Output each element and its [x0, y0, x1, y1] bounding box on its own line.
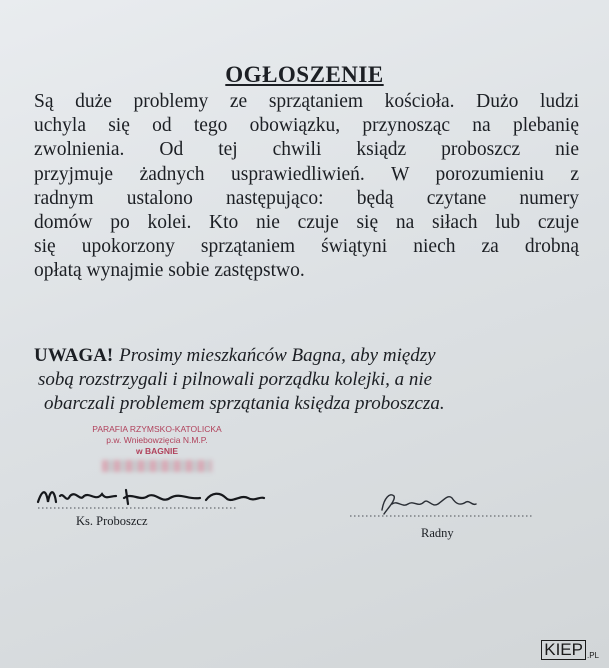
councillor-caption: Radny	[421, 526, 454, 540]
attention-note	[34, 344, 574, 416]
body-line: uchyla się od tego obowiązku, przynosząc na plebanię	[34, 115, 579, 137]
notice-title: OGŁOSZENIE	[225, 62, 384, 87]
councillor-signature	[348, 488, 538, 522]
body-line: opłatą wynajmie sobie zastępstwo.	[34, 260, 305, 282]
note-line	[34, 344, 574, 368]
note-label: UWAGA!	[34, 345, 114, 366]
body-line: Są duże problemy ze sprzątaniem kościoła. Dużo ludzi	[34, 91, 579, 112]
stamp-line: PARAFIA RZYMSKO-KATOLICKA	[92, 424, 222, 434]
stamp-line: p.w. Wniebowzięcia N.M.P.	[106, 435, 208, 445]
body-line: radnym ustalono następująco: będą czytane numery	[34, 187, 579, 209]
body-line: przyjmuje żadnych usprawiedliwień. W porozumieniu z	[34, 163, 579, 185]
watermark-logo: KIEP	[541, 640, 586, 660]
site-watermark	[541, 640, 599, 660]
note-line: sobą rozstrzygali i pilnowali porządku kolejki, a nie	[38, 369, 433, 390]
note-text: Prosimy mieszkańców Bagna, aby między	[119, 345, 436, 366]
parish-stamp	[82, 424, 232, 472]
priest-signature	[36, 482, 266, 512]
body-line: się upokorzony sprzątaniem świątyni niech za drobną	[34, 236, 579, 258]
watermark-suffix: .PL	[586, 651, 599, 660]
priest-caption: Ks. Proboszcz	[76, 514, 148, 528]
stamp-line: w BAGNIE	[135, 446, 179, 456]
body-line: domów po kolei. Kto nie czuje się na siłach lub czuje	[34, 212, 579, 234]
blurred-stamp-detail	[102, 460, 212, 472]
note-line: obarczali problemem sprzątania księdza proboszcza.	[44, 393, 445, 414]
notice-body	[34, 90, 579, 284]
body-line: zwolnienia. Od tej chwili ksiądz proboszcz nie	[34, 139, 579, 161]
